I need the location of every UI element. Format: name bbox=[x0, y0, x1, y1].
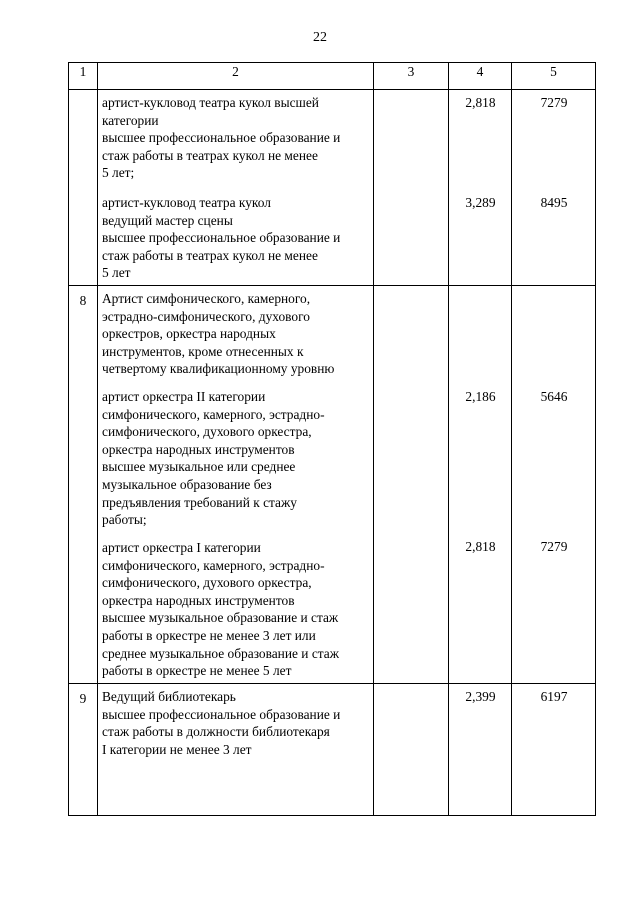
header-col-1: 1 bbox=[69, 63, 98, 90]
entry-text: артист-кукловод театра кукол ведущий мастер сцены высшее профессиональное образование и стаж работы в театрах кукол не менее 5 лет bbox=[102, 195, 341, 281]
table-header-row bbox=[69, 63, 596, 90]
coefficient-value: 2,818 bbox=[465, 95, 496, 110]
section-heading: Артист симфонического, камерного, эстрадно-симфонического, духового оркестров, оркестра народных инструментов, кроме отнесенных к четвертому квалификационному уровню bbox=[102, 291, 335, 377]
row-coefficients bbox=[449, 684, 512, 816]
row-description bbox=[98, 684, 374, 816]
coefficient-value: 2,818 bbox=[465, 539, 496, 554]
header-col-2: 2 bbox=[98, 63, 374, 90]
row-number bbox=[69, 90, 98, 286]
entry-text: артист-кукловод театра кукол высшей категории высшее профессиональное образование и стаж работы в театрах кукол не менее 5 лет; bbox=[102, 95, 341, 181]
row-coefficients bbox=[449, 286, 512, 684]
entry-text: Ведущий библиотекарь высшее профессиональное образование и стаж работы в должности библиотекаря I категории не менее 3 лет bbox=[102, 689, 341, 757]
salary-value: 6197 bbox=[540, 689, 568, 704]
page-number: 22 bbox=[313, 30, 327, 45]
coefficient-value: 2,399 bbox=[465, 689, 496, 704]
salary-value: 7279 bbox=[540, 95, 568, 110]
row-col-3 bbox=[374, 286, 449, 684]
header-col-3: 3 bbox=[374, 63, 449, 90]
table-row bbox=[69, 286, 596, 684]
row-col-3 bbox=[374, 90, 449, 286]
salary-value: 8495 bbox=[540, 195, 568, 210]
row-number: 8 bbox=[69, 286, 98, 684]
qualification-table bbox=[68, 62, 596, 816]
row-description bbox=[98, 90, 374, 286]
row-salaries bbox=[512, 90, 596, 286]
row-coefficients bbox=[449, 90, 512, 286]
entry-text: артист оркестра II категории симфонического, камерного, эстрадно- симфонического, духового оркестра, оркестра народных инструментов высшее музыкальное или среднее музыкальное образование без предъявления требований к стажу работы; bbox=[102, 389, 325, 528]
salary-value: 7279 bbox=[540, 539, 568, 554]
row-col-3 bbox=[374, 684, 449, 816]
coefficient-value: 2,186 bbox=[465, 389, 496, 404]
row-salaries bbox=[512, 286, 596, 684]
table-row bbox=[69, 90, 596, 286]
salary-value: 5646 bbox=[540, 389, 568, 404]
row-number: 9 bbox=[69, 684, 98, 816]
row-description bbox=[98, 286, 374, 684]
coefficient-value: 3,289 bbox=[465, 195, 496, 210]
table-row bbox=[69, 684, 596, 816]
header-col-5: 5 bbox=[512, 63, 596, 90]
entry-text: артист оркестра I категории симфонического, камерного, эстрадно- симфонического, духового оркестра, оркестра народных инструментов высшее музыкальное образование и стаж работы в оркестре не менее 3 лет или среднее музыкальное образование и стаж работы в оркестре не менее 5 лет bbox=[102, 540, 339, 679]
row-salaries bbox=[512, 684, 596, 816]
header-col-4: 4 bbox=[449, 63, 512, 90]
